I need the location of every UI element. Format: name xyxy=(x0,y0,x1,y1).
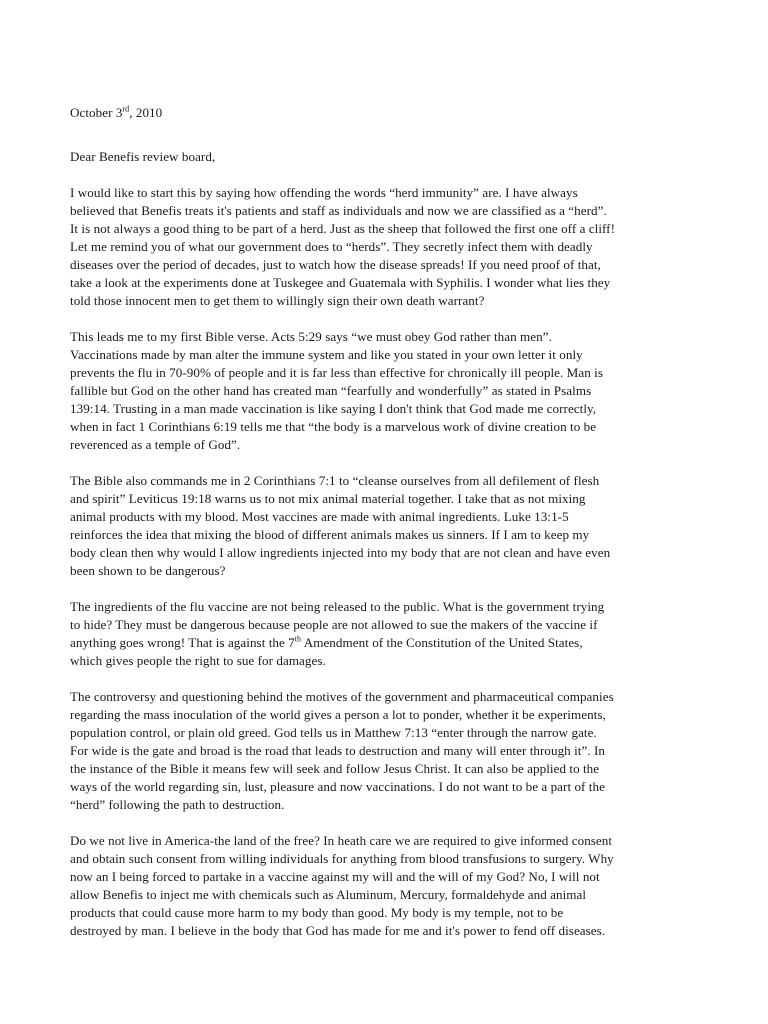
text-line: diseases over the period of decades, just to watch how the disease spreads! If you need proof of that, xyxy=(70,257,601,272)
paragraph-herd-immunity xyxy=(70,184,700,310)
amendment-line-before: anything goes wrong! That is against the 7 xyxy=(70,635,295,650)
text-line: The ingredients of the flu vaccine are not being released to the public. What is the government trying xyxy=(70,599,605,614)
text-line: animal products with my blood. Most vaccines are made with animal ingredients. Luke 13:1-5 xyxy=(70,509,569,524)
text-line: “herd” following the path to destruction. xyxy=(70,797,285,812)
salutation: Dear Benefis review board, xyxy=(70,149,216,164)
paragraph-bible-verse xyxy=(70,328,700,454)
text-line: fallible but God on the other hand has created man “fearfully and wonderfully” as stated in Psalms xyxy=(70,383,592,398)
text-line: I would like to start this by saying how offending the words “herd immunity” are. I have always xyxy=(70,185,578,200)
text-line: believed that Benefis treats it's patients and staff as individuals and now we are classified as a “herd”. xyxy=(70,203,607,218)
letter-date xyxy=(70,104,700,122)
text-line: reinforces the idea that mixing the blood of different animals makes us sinners. If I am to keep my xyxy=(70,527,590,542)
date-ordinal: rd xyxy=(122,104,130,114)
date-month-day: October 3 xyxy=(70,105,123,120)
text-line: now an I being forced to partake in a vaccine against my will and the will of my God? No, I will not xyxy=(70,869,600,884)
text-line: destroyed by man. I believe in the body that God has made for me and it's power to fend off diseases. xyxy=(70,923,606,938)
text-line: reverenced as a temple of God”. xyxy=(70,437,241,452)
text-line: which gives people the right to sue for damages. xyxy=(70,653,326,668)
text-line: when in fact 1 Corinthians 6:19 tells me that “the body is a marvelous work of divine creation to be xyxy=(70,419,597,434)
text-line: take a look at the experiments done at Tuskegee and Guatemala with Syphilis. I wonder what lies they xyxy=(70,275,611,290)
text-line: told those innocent men to get them to willingly sign their own death warrant? xyxy=(70,293,485,308)
text-line: and obtain such consent from willing individuals for anything from blood transfusions to surgery. Why xyxy=(70,851,614,866)
text-line: The controversy and questioning behind the motives of the government and pharmaceutical companies xyxy=(70,689,614,704)
text-line: regarding the mass inoculation of the world gives a person a lot to ponder, whether it be experiments, xyxy=(70,707,606,722)
paragraph-controversy xyxy=(70,688,700,814)
text-line: Vaccinations made by man alter the immune system and like you stated in your own letter it only xyxy=(70,347,583,362)
amendment-line-after: Amendment of the Constitution of the United States, xyxy=(301,635,583,650)
paragraph-freedom xyxy=(70,832,700,940)
text-line: the instance of the Bible it means few will seek and follow Jesus Christ. It can also be applied to the xyxy=(70,761,600,776)
text-line: For wide is the gate and broad is the road that leads to destruction and many will enter through it”. In xyxy=(70,743,605,758)
text-line: Let me remind you of what our government does to “herds”. They secretly infect them with deadly xyxy=(70,239,593,254)
text-line: ways of the world regarding sin, lust, pleasure and now vaccinations. I do not want to be a part of the xyxy=(70,779,605,794)
text-line: and spirit” Leviticus 19:18 warns us to not mix animal material together. I take that as not mixing xyxy=(70,491,586,506)
text-line: prevents the flu in 70-90% of people and it is far less than effective for chronically ill people. Man is xyxy=(70,365,603,380)
text-line: to hide? They must be dangerous because people are not allowed to sue the makers of the vaccine if xyxy=(70,617,598,632)
text-line: It is not always a good thing to be part of a herd. Just as the sheep that followed the first one off a cliff! xyxy=(70,221,615,236)
letter-body xyxy=(70,104,700,958)
text-line: body clean then why would I allow ingredients injected into my body that are not clean and have even xyxy=(70,545,611,560)
date-year: , 2010 xyxy=(129,105,163,120)
text-line: been shown to be dangerous? xyxy=(70,563,226,578)
text-line: 139:14. Trusting in a man made vaccination is like saying I don't think that God made me correctly, xyxy=(70,401,597,416)
paragraph-ingredients xyxy=(70,598,700,670)
amendment-line xyxy=(70,634,700,652)
amendment-ordinal: th xyxy=(294,634,302,644)
paragraph-corinthians xyxy=(70,472,700,580)
text-line: The Bible also commands me in 2 Corinthians 7:1 to “cleanse ourselves from all defilement of flesh xyxy=(70,473,600,488)
text-line: Do we not live in America-the land of the free? In heath care we are required to give informed consent xyxy=(70,833,613,848)
text-line: population control, or plain old greed. God tells us in Matthew 7:13 “enter through the narrow gate. xyxy=(70,725,597,740)
text-line: allow Benefis to inject me with chemicals such as Aluminum, Mercury, formaldehyde and animal xyxy=(70,887,587,902)
text-line: products that could cause more harm to my body than good. My body is my temple, not to be xyxy=(70,905,564,920)
text-line: This leads me to my first Bible verse. Acts 5:29 says “we must obey God rather than men”. xyxy=(70,329,552,344)
